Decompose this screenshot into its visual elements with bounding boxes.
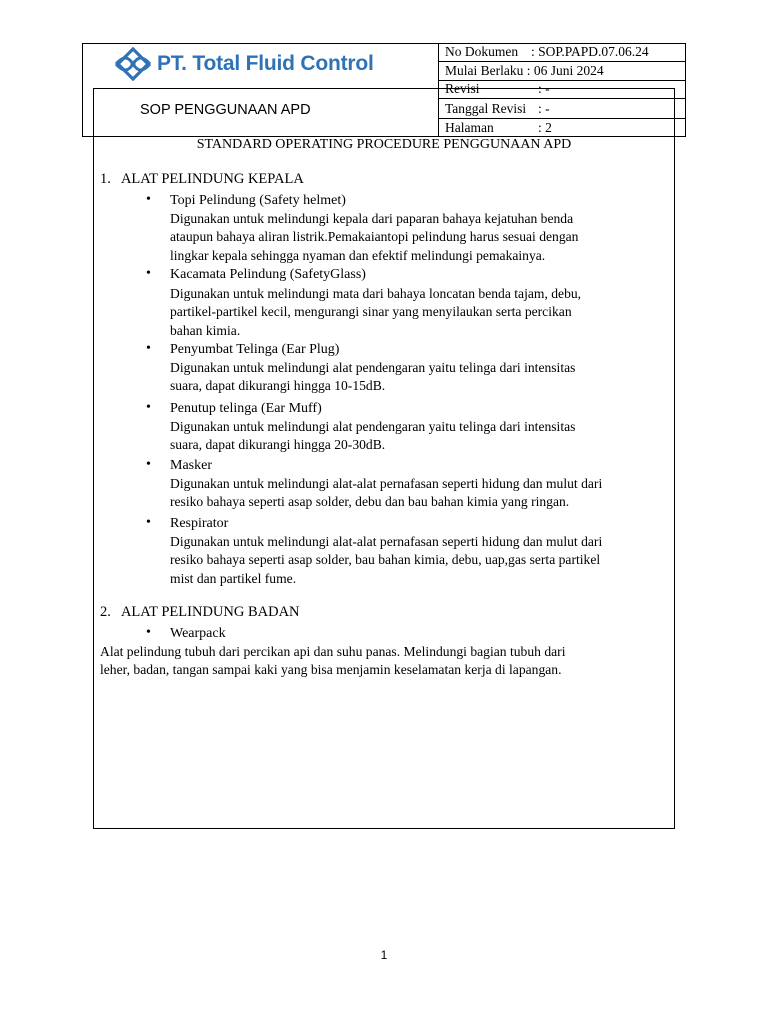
- meta-label: Mulai Berlaku: [445, 63, 524, 78]
- item-name: Penyumbat Telinga (Ear Plug): [170, 342, 340, 357]
- desc-line: Digunakan untuk melindungi alat pendengaran yaitu telinga dari intensitas: [170, 419, 576, 434]
- item-description: [170, 475, 665, 512]
- meta-value: : -: [538, 81, 550, 96]
- item-name: Penutup telinga (Ear Muff): [170, 401, 322, 416]
- company-name: PT. Total Fluid Control: [157, 52, 374, 75]
- meta-value: : 06 Juni 2024: [526, 63, 604, 78]
- item-name: Masker: [170, 458, 212, 473]
- bullet-icon: •: [146, 515, 151, 530]
- desc-line: Alat pelindung tubuh dari percikan api dan suhu panas. Melindungi bagian tubuh dari: [100, 644, 566, 659]
- meta-label: No Dokumen: [445, 44, 519, 59]
- item-description: [170, 359, 665, 396]
- meta-row-revision: [439, 81, 686, 99]
- document-heading: STANDARD OPERATING PROCEDURE PENGGUNAAN APD: [196, 137, 572, 152]
- item-description: [170, 285, 665, 340]
- desc-line: suara, dapat dikurangi hingga 10-15dB.: [170, 378, 386, 394]
- item-description: [170, 533, 665, 588]
- meta-label: Halaman: [445, 120, 494, 135]
- desc-line: lingkar kepala sehingga nyaman dan efektif melindungi pemakainya.: [170, 247, 546, 263]
- item-name: Respirator: [170, 516, 229, 531]
- sop-title: SOP PENGGUNAAN APD: [140, 102, 311, 118]
- meta-value: : -: [538, 101, 550, 116]
- desc-line: Digunakan untuk melindungi alat pendengaran yaitu telinga dari intensitas: [170, 360, 576, 375]
- bullet-icon: •: [146, 192, 151, 207]
- item-description: [170, 418, 665, 455]
- desc-line: resiko bahaya seperti asap solder, bau bahan kimia, debu, uap,gas serta partikel: [170, 552, 601, 568]
- item-name: Kacamata Pelindung (SafetyGlass): [170, 267, 366, 282]
- desc-line: Digunakan untuk melindungi mata dari bahaya loncatan benda tajam, debu,: [170, 286, 582, 301]
- bullet-icon: •: [146, 266, 151, 281]
- desc-line: suara, dapat dikurangi hingga 20-30dB.: [170, 437, 386, 453]
- logo-mark-icon: [115, 47, 151, 81]
- item-name: Topi Pelindung (Safety helmet): [170, 193, 346, 208]
- desc-line: mist dan partikel fume.: [170, 570, 297, 586]
- desc-line: Digunakan untuk melindungi alat-alat pernafasan seperti hidung dan mulut dari: [170, 534, 603, 549]
- section-2-description: [100, 643, 670, 680]
- meta-row-effective-date: [439, 62, 686, 81]
- bullet-icon: •: [146, 400, 151, 415]
- item-name: Wearpack: [170, 626, 226, 641]
- bullet-icon: •: [146, 457, 151, 472]
- company-logo: [115, 47, 374, 81]
- meta-value: : 2: [538, 120, 552, 135]
- desc-line: bahan kimia.: [170, 322, 241, 338]
- desc-line: partikel-partikel kecil, mengurangi sinar yang menyilaukan serta percikan: [170, 304, 572, 320]
- desc-line: Digunakan untuk melindungi kepala dari paparan bahaya kejatuhan benda: [170, 211, 574, 226]
- bullet-icon: •: [146, 341, 151, 356]
- section-2-title: 2. ALAT PELINDUNG BADAN: [100, 604, 300, 620]
- meta-value: : SOP.PAPD.07.06.24: [531, 44, 649, 59]
- meta-label: Revisi: [445, 81, 480, 96]
- meta-row-document-number: [439, 43, 686, 62]
- page-number: 1: [380, 948, 388, 962]
- bullet-icon: •: [146, 625, 151, 640]
- desc-line: resiko bahaya seperti asap solder, debu dan bau bahan kimia yang ringan.: [170, 494, 570, 510]
- meta-row-revision-date: [439, 99, 686, 119]
- meta-label: Tanggal Revisi: [445, 101, 527, 116]
- meta-row-page: [439, 119, 686, 137]
- desc-line: Digunakan untuk melindungi alat-alat pernafasan seperti hidung dan mulut dari: [170, 476, 603, 491]
- desc-line: leher, badan, tangan sampai kaki yang bisa menjamin keselamatan kerja di lapangan.: [100, 662, 562, 678]
- desc-line: ataupun bahaya aliran listrik.Pemakaiantopi pelindung harus sesuai dengan: [170, 229, 579, 245]
- section-1-title: 1. ALAT PELINDUNG KEPALA: [100, 171, 304, 187]
- item-description: [170, 210, 665, 265]
